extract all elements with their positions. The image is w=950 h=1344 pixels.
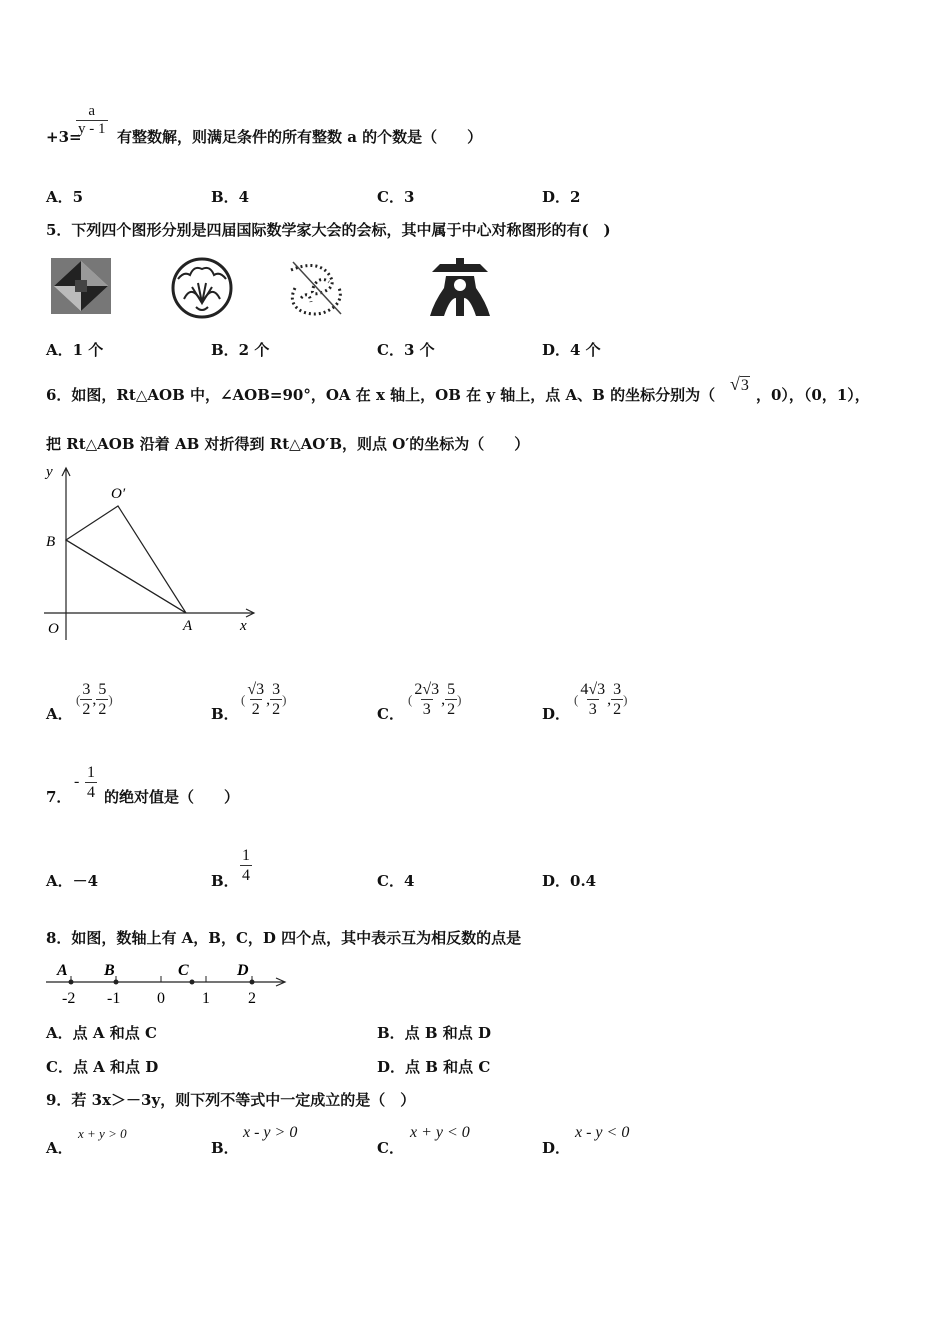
logo-dotted-spiral-image bbox=[285, 258, 345, 318]
q9-option-b-expr: x - y > 0 bbox=[243, 1124, 298, 1141]
q6-option-a-letter: A． bbox=[46, 705, 73, 723]
q7-number: 7． bbox=[46, 788, 72, 806]
q6-a-n1: 3 bbox=[82, 681, 91, 698]
q6-a-d2: 2 bbox=[98, 701, 107, 718]
q8-point-b: B bbox=[104, 962, 115, 979]
q6-d-d1: 3 bbox=[588, 701, 597, 718]
q6-b-rparen: ) bbox=[282, 691, 287, 707]
q6-option-c-letter: C． bbox=[377, 705, 404, 723]
q9-option-a-letter: A． bbox=[46, 1139, 73, 1157]
q6-fig-label-oprime: O′ bbox=[111, 486, 126, 502]
q6-fig-label-a: A bbox=[183, 618, 193, 634]
q5-text: 5．下列四个图形分别是四届国际数学家大会的会标，其中属于中心对称图形的有( ) bbox=[46, 221, 611, 239]
q6-option-d-letter: D． bbox=[542, 705, 571, 723]
q6-b-lparen: ( bbox=[241, 691, 246, 707]
q6-b-d2: 2 bbox=[272, 701, 281, 718]
q8-option-a: A．点 A 和点 C bbox=[46, 1024, 157, 1042]
q7-option-a: A．－4 bbox=[46, 872, 99, 890]
q6-b-d1: 2 bbox=[251, 701, 260, 718]
q4-lead: +3= bbox=[46, 128, 82, 146]
q6-c-comma: , bbox=[441, 690, 446, 708]
logo-circle-fan-image bbox=[170, 257, 234, 319]
q6-text-line2: 把 Rt△AOB 沿着 AB 对折得到 Rt△AO′B，则点 O′的坐标为（ ） bbox=[46, 435, 530, 453]
q7-minus: - bbox=[74, 773, 80, 790]
q8-option-c: C．点 A 和点 D bbox=[46, 1058, 159, 1076]
q7-frac-den: 4 bbox=[87, 784, 95, 801]
q7-frac-num: 1 bbox=[87, 764, 95, 781]
q9-option-b-letter: B． bbox=[211, 1139, 239, 1157]
q6-fig-label-b: B bbox=[46, 534, 56, 550]
q6-option-b-letter: B． bbox=[211, 705, 239, 723]
q7-option-c: C．4 bbox=[377, 872, 415, 890]
q6-c-rparen: ) bbox=[457, 691, 462, 707]
q4-option-a: A．5 bbox=[46, 188, 84, 206]
q7-text: 的绝对值是（ ） bbox=[104, 788, 240, 806]
q6-text-line1: 6．如图，Rt△AOB 中，∠AOB=90°，OA 在 x 轴上，OB 在 y 轴上，点 A、B 的坐标分别为（ bbox=[46, 386, 716, 404]
q9-option-a-expr: x + y > 0 bbox=[78, 1126, 127, 1141]
q7-fraction bbox=[85, 763, 97, 802]
q7-b-num: 1 bbox=[242, 847, 250, 864]
q9-option-c-letter: C． bbox=[377, 1139, 404, 1157]
logo-pinwheel-image bbox=[51, 258, 111, 314]
q8-tick-0: 0 bbox=[157, 990, 165, 1007]
q4-text: 有整数解，则满足条件的所有整数 a 的个数是（ ） bbox=[117, 128, 483, 146]
q9-option-c-expr: x + y < 0 bbox=[410, 1124, 470, 1141]
q4-fraction bbox=[76, 103, 108, 138]
q6-a-lparen: ( bbox=[76, 691, 81, 707]
q4-option-d: D．2 bbox=[542, 188, 581, 206]
q6-c-n1: 2√3 bbox=[414, 681, 440, 698]
q4-frac-num: a bbox=[88, 103, 96, 119]
q8-point-d: D bbox=[237, 962, 249, 979]
q5-option-b: B．2 个 bbox=[211, 341, 270, 359]
q8-number-line bbox=[40, 958, 300, 1010]
q6-c-lparen: ( bbox=[408, 691, 413, 707]
q8-point-c: C bbox=[178, 962, 189, 979]
q5-option-d: D．4 个 bbox=[542, 341, 601, 359]
q6-fig-label-x: x bbox=[240, 618, 247, 634]
q6-option-b bbox=[241, 680, 286, 719]
q6-c-d1: 3 bbox=[422, 701, 431, 718]
q9-option-d-letter: D． bbox=[542, 1139, 571, 1157]
q6-c-d2: 2 bbox=[447, 701, 456, 718]
q6-b-comma: , bbox=[266, 690, 271, 708]
q6-fig-label-o: O bbox=[48, 621, 59, 637]
q8-tick-neg1: -1 bbox=[107, 990, 121, 1007]
q8-tick-1: 1 bbox=[202, 990, 210, 1007]
q7-option-b-fraction bbox=[240, 846, 252, 885]
q6-a-comma: , bbox=[92, 690, 97, 708]
q7-option-d: D．0.4 bbox=[542, 872, 597, 890]
q6-d-n1: 4√3 bbox=[580, 681, 606, 698]
q8-tick-2: 2 bbox=[248, 990, 256, 1007]
q6-a-n2: 5 bbox=[98, 681, 107, 698]
q6-c-n2: 5 bbox=[447, 681, 456, 698]
q6-figure bbox=[40, 460, 260, 645]
q6-option-c bbox=[408, 680, 461, 719]
q6-sqrt-value: 3 bbox=[740, 377, 749, 394]
logo-pagoda-image bbox=[428, 258, 492, 318]
q6-d-d2: 2 bbox=[613, 701, 622, 718]
q9-option-d-expr: x - y < 0 bbox=[575, 1124, 630, 1141]
q6-b-n2: 3 bbox=[272, 681, 281, 698]
q6-b-n1: √3 bbox=[247, 681, 265, 698]
q6-d-lparen: ( bbox=[574, 691, 579, 707]
q6-option-d bbox=[574, 680, 627, 719]
q9-text: 9．若 3x＞－3y，则下列不等式中一定成立的是（ ） bbox=[46, 1091, 416, 1109]
q6-option-a bbox=[76, 680, 113, 719]
q6-fig-label-y: y bbox=[46, 464, 53, 480]
q6-a-rparen: ) bbox=[108, 691, 113, 707]
q4-frac-den: y - 1 bbox=[78, 121, 106, 137]
q6-text-line1-end: ，0），（0，1）， bbox=[756, 386, 870, 404]
q5-option-a: A．1 个 bbox=[46, 341, 104, 359]
q8-text: 8．如图，数轴上有 A，B，C，D 四个点，其中表示互为相反数的点是 bbox=[46, 929, 522, 947]
q7-b-den: 4 bbox=[242, 867, 250, 884]
q6-sqrt3: √3 bbox=[730, 374, 749, 394]
q5-option-c: C．3 个 bbox=[377, 341, 435, 359]
q4-option-b: B．4 bbox=[211, 188, 250, 206]
q6-d-n2: 3 bbox=[613, 681, 622, 698]
q8-tick-neg2: -2 bbox=[62, 990, 76, 1007]
q6-d-rparen: ) bbox=[623, 691, 628, 707]
q8-option-d: D．点 B 和点 C bbox=[377, 1058, 491, 1076]
q8-point-a: A bbox=[57, 962, 68, 979]
q4-option-c: C．3 bbox=[377, 188, 415, 206]
q8-option-b: B．点 B 和点 D bbox=[377, 1024, 492, 1042]
q7-option-b: B． bbox=[211, 872, 239, 890]
q6-a-d1: 2 bbox=[82, 701, 91, 718]
q6-d-comma: , bbox=[607, 690, 612, 708]
